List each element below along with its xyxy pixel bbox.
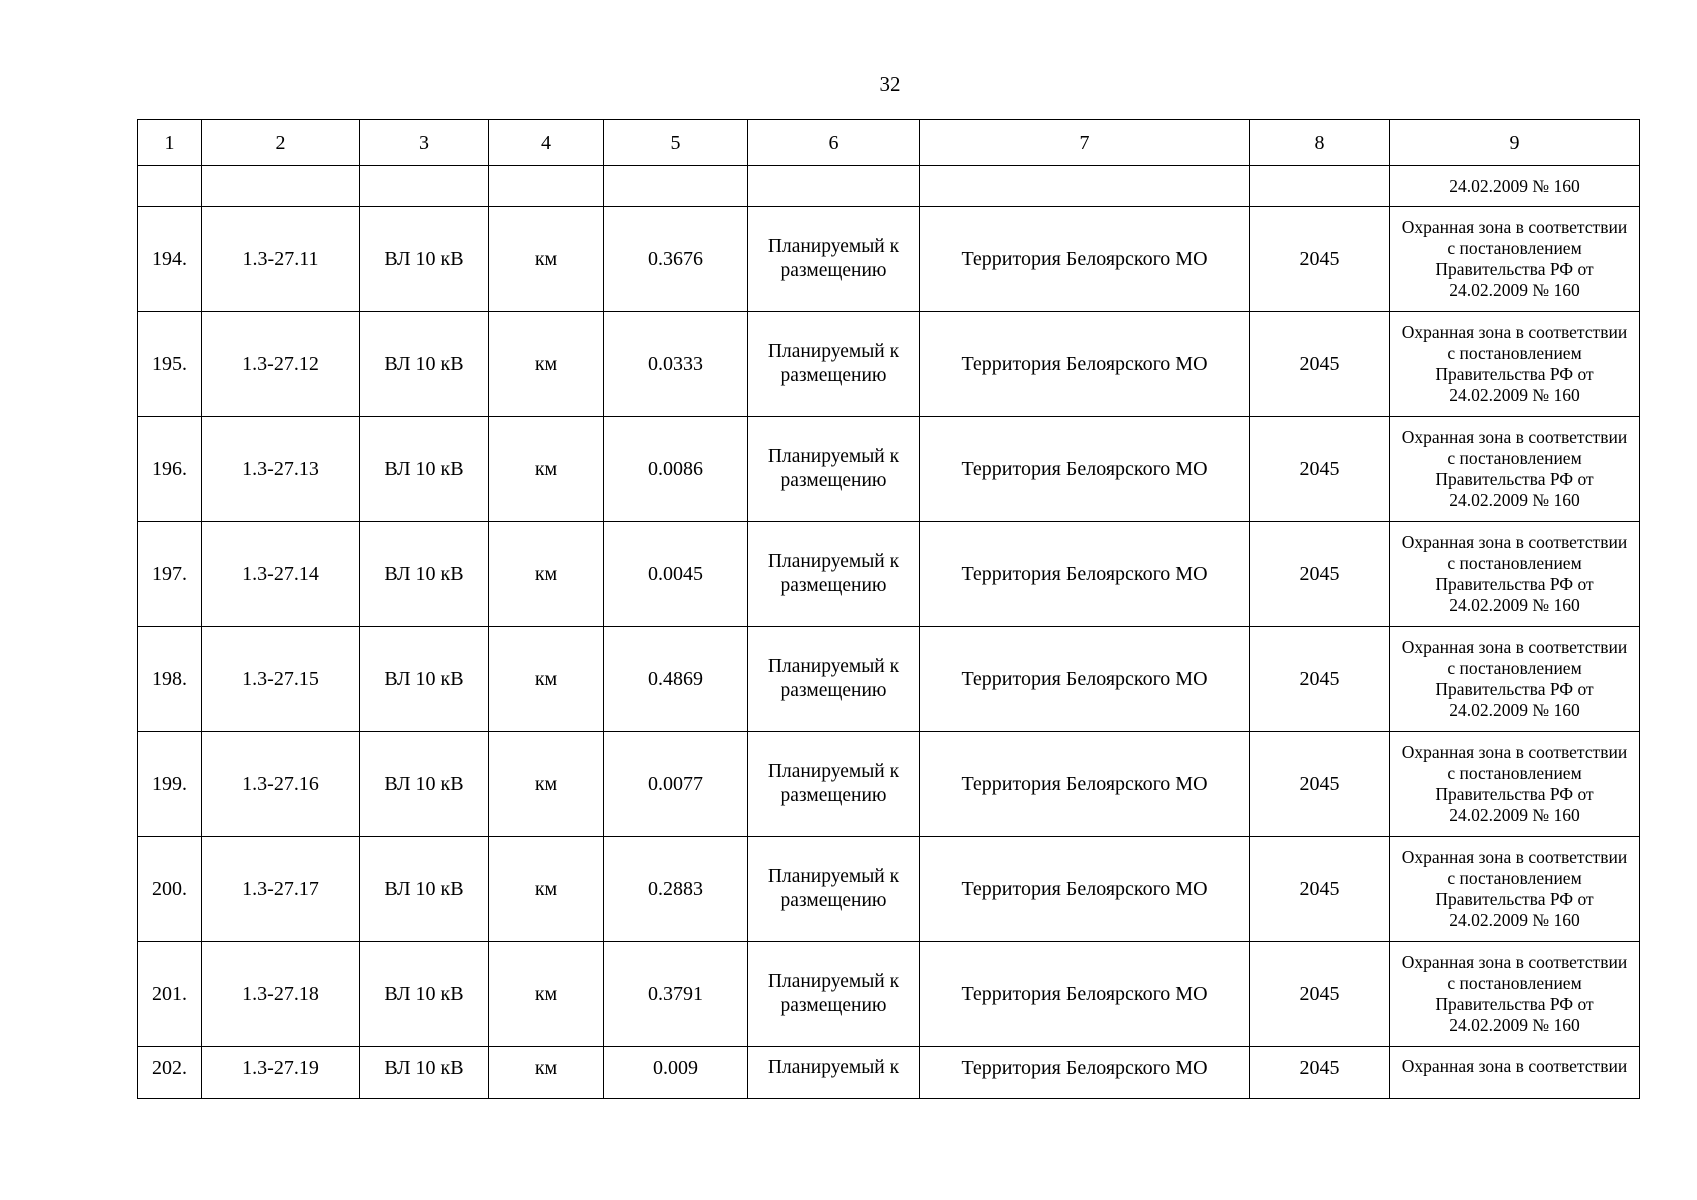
object-cell: ВЛ 10 кВ bbox=[360, 312, 489, 417]
note-cell bbox=[1390, 166, 1640, 207]
unit-cell: км bbox=[489, 1047, 604, 1099]
location-cell: Территория Белоярского МО bbox=[920, 627, 1250, 732]
location-cell: Территория Белоярского МО bbox=[920, 942, 1250, 1047]
note-line: с постановлением bbox=[1447, 343, 1582, 363]
note-cell bbox=[1390, 312, 1640, 417]
status-line: Планируемый к bbox=[767, 551, 900, 572]
note-line: 24.02.2009 № 160 bbox=[1449, 595, 1580, 615]
year-cell: 2045 bbox=[1250, 1047, 1390, 1099]
location-cell: Территория Белоярского МО bbox=[920, 312, 1250, 417]
object-cell: ВЛ 10 кВ bbox=[360, 627, 489, 732]
object-cell: ВЛ 10 кВ bbox=[360, 522, 489, 627]
column-number-row bbox=[138, 120, 1640, 166]
status-line: размещению bbox=[780, 785, 887, 806]
row-number-cell: 202. bbox=[138, 1047, 202, 1099]
status-cell bbox=[748, 417, 920, 522]
note-line: 24.02.2009 № 160 bbox=[1449, 805, 1580, 825]
status-line: Планируемый к bbox=[767, 761, 900, 782]
status-cell bbox=[748, 522, 920, 627]
empty-cell bbox=[920, 166, 1250, 207]
object-cell: ВЛ 10 кВ bbox=[360, 417, 489, 522]
location-cell: Территория Белоярского МО bbox=[920, 1047, 1250, 1099]
row-number-cell: 195. bbox=[138, 312, 202, 417]
note-line: Охранная зона в соответствии bbox=[1401, 952, 1628, 972]
value-cell: 0.0086 bbox=[604, 417, 748, 522]
column-number-cell: 5 bbox=[604, 120, 748, 166]
table-body bbox=[138, 120, 1640, 1099]
location-cell: Территория Белоярского МО bbox=[920, 417, 1250, 522]
status-cell bbox=[748, 1047, 920, 1099]
location-cell: Территория Белоярского МО bbox=[920, 837, 1250, 942]
row-number-cell: 198. bbox=[138, 627, 202, 732]
note-line: Правительства РФ от bbox=[1435, 679, 1594, 699]
note-line: Правительства РФ от bbox=[1435, 784, 1594, 804]
row-number-cell: 200. bbox=[138, 837, 202, 942]
unit-cell: км bbox=[489, 732, 604, 837]
unit-cell: км bbox=[489, 417, 604, 522]
note-line: с постановлением bbox=[1447, 763, 1582, 783]
column-number-cell: 3 bbox=[360, 120, 489, 166]
row-number-cell: 194. bbox=[138, 207, 202, 312]
status-line: размещению bbox=[780, 575, 887, 596]
code-cell: 1.3-27.19 bbox=[202, 1047, 360, 1099]
column-number-cell: 4 bbox=[489, 120, 604, 166]
code-cell: 1.3-27.18 bbox=[202, 942, 360, 1047]
note-line: Охранная зона в соответствии bbox=[1401, 1056, 1628, 1076]
code-cell: 1.3-27.11 bbox=[202, 207, 360, 312]
object-cell: ВЛ 10 кВ bbox=[360, 942, 489, 1047]
note-line: 24.02.2009 № 160 bbox=[1449, 700, 1580, 720]
row-number-cell: 196. bbox=[138, 417, 202, 522]
note-cell bbox=[1390, 837, 1640, 942]
object-cell: ВЛ 10 кВ bbox=[360, 207, 489, 312]
table-row bbox=[138, 522, 1640, 627]
code-cell: 1.3-27.14 bbox=[202, 522, 360, 627]
status-line: размещению bbox=[780, 890, 887, 911]
note-cell bbox=[1390, 627, 1640, 732]
column-number-cell: 1 bbox=[138, 120, 202, 166]
value-cell: 0.0333 bbox=[604, 312, 748, 417]
value-cell: 0.0045 bbox=[604, 522, 748, 627]
status-line: размещению bbox=[780, 995, 887, 1016]
note-cell bbox=[1390, 417, 1640, 522]
status-line: Планируемый к bbox=[767, 971, 900, 992]
location-cell: Территория Белоярского МО bbox=[920, 732, 1250, 837]
unit-cell: км bbox=[489, 942, 604, 1047]
status-cell bbox=[748, 732, 920, 837]
note-line: Охранная зона в соответствии bbox=[1401, 427, 1628, 447]
note-line: 24.02.2009 № 160 bbox=[1449, 175, 1580, 196]
unit-cell: км bbox=[489, 312, 604, 417]
note-line: с постановлением bbox=[1447, 658, 1582, 678]
facilities-table bbox=[137, 119, 1640, 1099]
code-cell: 1.3-27.15 bbox=[202, 627, 360, 732]
note-line: 24.02.2009 № 160 bbox=[1449, 490, 1580, 510]
status-line: Планируемый к bbox=[767, 341, 900, 362]
column-number-cell: 9 bbox=[1390, 120, 1640, 166]
value-cell: 0.2883 bbox=[604, 837, 748, 942]
continuation-row bbox=[138, 166, 1640, 207]
status-line: Планируемый к bbox=[767, 1057, 900, 1078]
year-cell: 2045 bbox=[1250, 417, 1390, 522]
object-cell: ВЛ 10 кВ bbox=[360, 732, 489, 837]
unit-cell: км bbox=[489, 207, 604, 312]
value-cell: 0.3791 bbox=[604, 942, 748, 1047]
year-cell: 2045 bbox=[1250, 207, 1390, 312]
note-line: с постановлением bbox=[1447, 553, 1582, 573]
note-line: Охранная зона в соответствии bbox=[1401, 637, 1628, 657]
year-cell: 2045 bbox=[1250, 312, 1390, 417]
table-row bbox=[138, 207, 1640, 312]
note-line: с постановлением bbox=[1447, 448, 1582, 468]
row-number-cell: 197. bbox=[138, 522, 202, 627]
note-line: Правительства РФ от bbox=[1435, 259, 1594, 279]
status-cell bbox=[748, 312, 920, 417]
note-line: Правительства РФ от bbox=[1435, 469, 1594, 489]
object-cell: ВЛ 10 кВ bbox=[360, 837, 489, 942]
column-number-cell: 6 bbox=[748, 120, 920, 166]
value-cell: 0.009 bbox=[604, 1047, 748, 1099]
status-line: Планируемый к bbox=[767, 446, 900, 467]
empty-cell bbox=[360, 166, 489, 207]
year-cell: 2045 bbox=[1250, 522, 1390, 627]
note-line: 24.02.2009 № 160 bbox=[1449, 385, 1580, 405]
status-line: размещению bbox=[780, 260, 887, 281]
note-line: Правительства РФ от bbox=[1435, 364, 1594, 384]
row-number-cell: 201. bbox=[138, 942, 202, 1047]
note-line: Правительства РФ от bbox=[1435, 994, 1594, 1014]
note-cell bbox=[1390, 522, 1640, 627]
value-cell: 0.0077 bbox=[604, 732, 748, 837]
status-line: Планируемый к bbox=[767, 866, 900, 887]
note-line: с постановлением bbox=[1447, 238, 1582, 258]
table-row bbox=[138, 837, 1640, 942]
code-cell: 1.3-27.16 bbox=[202, 732, 360, 837]
year-cell: 2045 bbox=[1250, 942, 1390, 1047]
status-line: размещению bbox=[780, 365, 887, 386]
empty-cell bbox=[748, 166, 920, 207]
note-line: с постановлением bbox=[1447, 868, 1582, 888]
column-number-cell: 8 bbox=[1250, 120, 1390, 166]
column-number-cell: 7 bbox=[920, 120, 1250, 166]
location-cell: Территория Белоярского МО bbox=[920, 207, 1250, 312]
empty-cell bbox=[138, 166, 202, 207]
location-cell: Территория Белоярского МО bbox=[920, 522, 1250, 627]
status-line: размещению bbox=[780, 470, 887, 491]
value-cell: 0.4869 bbox=[604, 627, 748, 732]
code-cell: 1.3-27.17 bbox=[202, 837, 360, 942]
empty-cell bbox=[1250, 166, 1390, 207]
table-row bbox=[138, 942, 1640, 1047]
empty-cell bbox=[202, 166, 360, 207]
note-line: Правительства РФ от bbox=[1435, 574, 1594, 594]
column-number-cell: 2 bbox=[202, 120, 360, 166]
note-line: Охранная зона в соответствии bbox=[1401, 847, 1628, 867]
year-cell: 2045 bbox=[1250, 627, 1390, 732]
note-line: Охранная зона в соответствии bbox=[1401, 532, 1628, 552]
note-line: Охранная зона в соответствии bbox=[1401, 322, 1628, 342]
year-cell: 2045 bbox=[1250, 732, 1390, 837]
unit-cell: км bbox=[489, 837, 604, 942]
note-line: с постановлением bbox=[1447, 973, 1582, 993]
note-cell bbox=[1390, 1047, 1640, 1099]
unit-cell: км bbox=[489, 522, 604, 627]
status-line: Планируемый к bbox=[767, 236, 900, 257]
note-line: Охранная зона в соответствии bbox=[1401, 742, 1628, 762]
year-cell: 2045 bbox=[1250, 837, 1390, 942]
empty-cell bbox=[489, 166, 604, 207]
table-row bbox=[138, 417, 1640, 522]
status-cell bbox=[748, 627, 920, 732]
table-row bbox=[138, 732, 1640, 837]
empty-cell bbox=[604, 166, 748, 207]
table-row bbox=[138, 627, 1640, 732]
unit-cell: км bbox=[489, 627, 604, 732]
status-cell bbox=[748, 207, 920, 312]
code-cell: 1.3-27.13 bbox=[202, 417, 360, 522]
note-cell bbox=[1390, 732, 1640, 837]
code-cell: 1.3-27.12 bbox=[202, 312, 360, 417]
table-row bbox=[138, 312, 1640, 417]
row-number-cell: 199. bbox=[138, 732, 202, 837]
value-cell: 0.3676 bbox=[604, 207, 748, 312]
note-line: Правительства РФ от bbox=[1435, 889, 1594, 909]
status-cell bbox=[748, 942, 920, 1047]
page-number: 32 bbox=[879, 72, 901, 96]
note-line: 24.02.2009 № 160 bbox=[1449, 1015, 1580, 1035]
status-cell bbox=[748, 837, 920, 942]
note-line: 24.02.2009 № 160 bbox=[1449, 910, 1580, 930]
status-line: Планируемый к bbox=[767, 656, 900, 677]
note-line: 24.02.2009 № 160 bbox=[1449, 280, 1580, 300]
table-row bbox=[138, 1047, 1640, 1099]
note-cell bbox=[1390, 942, 1640, 1047]
object-cell: ВЛ 10 кВ bbox=[360, 1047, 489, 1099]
status-line: размещению bbox=[780, 680, 887, 701]
note-line: Охранная зона в соответствии bbox=[1401, 217, 1628, 237]
note-cell bbox=[1390, 207, 1640, 312]
